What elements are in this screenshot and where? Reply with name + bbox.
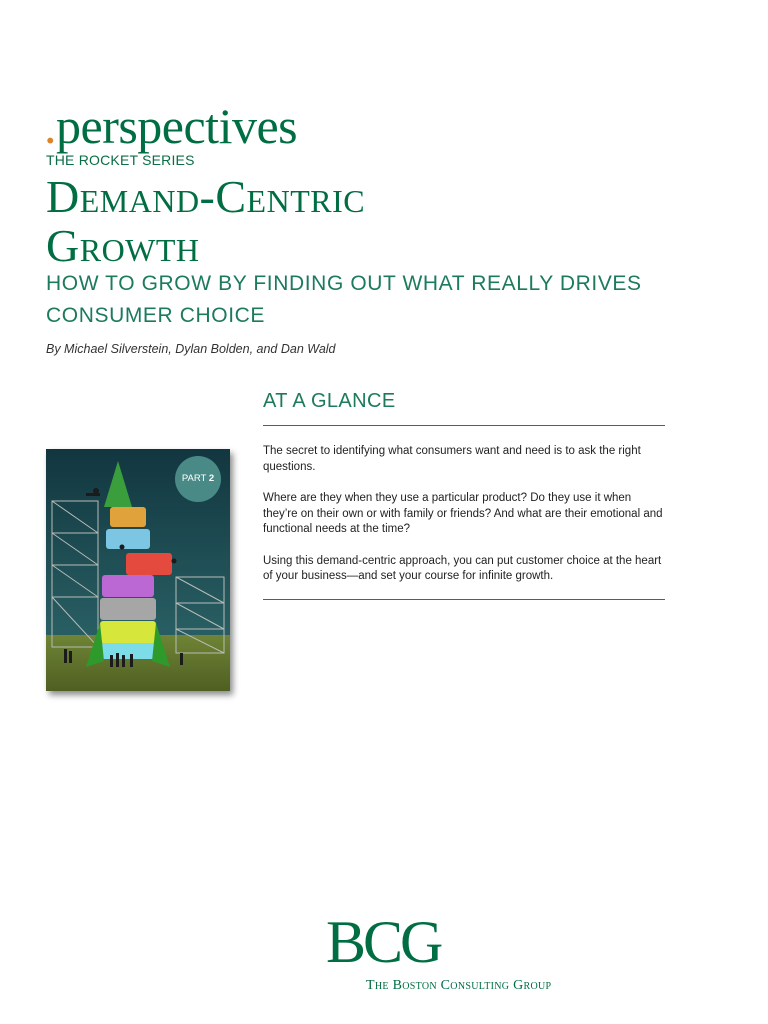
at-a-glance-body xyxy=(263,444,668,601)
logo-word: perspectives xyxy=(56,98,298,154)
glance-paragraph-3: Using this demand-centric approach, you can put customer choice at the heart of your business—and set your course for infinite growth. xyxy=(263,554,662,582)
byline: By Michael Silverstein, Dylan Bolden, and Dan Wald xyxy=(46,342,336,356)
page-title xyxy=(46,172,606,270)
company-name: The Boston Consulting Group xyxy=(366,978,552,993)
subtitle-line-1: HOW TO GROW BY FINDING OUT WHAT REALLY DRIVES xyxy=(46,272,642,295)
bcg-logo: BCG xyxy=(326,909,441,975)
rocket-ring-grey xyxy=(100,598,156,620)
title-line-2: Growth xyxy=(46,220,200,271)
perspectives-logo xyxy=(44,100,297,152)
title-line-1: Demand-Centric xyxy=(46,171,366,222)
rocket-ring-orange xyxy=(110,507,146,527)
rocket-cover-image xyxy=(46,449,230,691)
divider-bottom xyxy=(263,599,665,600)
glance-paragraph-1: The secret to identifying what consumers want and need is to ask the right questions. xyxy=(263,445,641,473)
logo-dot: . xyxy=(44,98,56,154)
part-badge xyxy=(175,456,221,502)
rocket-ring-cyan xyxy=(100,643,156,659)
series-label: THE ROCKET SERIES xyxy=(46,152,195,168)
rocket-ring-yellow xyxy=(100,621,156,643)
rocket-ring-red xyxy=(126,553,172,575)
rocket-ring-purple xyxy=(102,575,154,597)
rocket-ring-blue xyxy=(106,529,150,549)
divider-top xyxy=(263,425,665,426)
subtitle xyxy=(46,268,686,332)
at-a-glance-heading: AT A GLANCE xyxy=(263,390,396,412)
part-badge-number: 2 xyxy=(208,473,215,484)
part-badge-prefix: PART xyxy=(181,473,207,484)
glance-paragraph-2: Where are they when they use a particular product? Do they use it when they’re on their own or with family or friends? And what are their emotional and functional needs at the time? xyxy=(263,492,663,535)
subtitle-line-2: CONSUMER CHOICE xyxy=(46,304,266,327)
